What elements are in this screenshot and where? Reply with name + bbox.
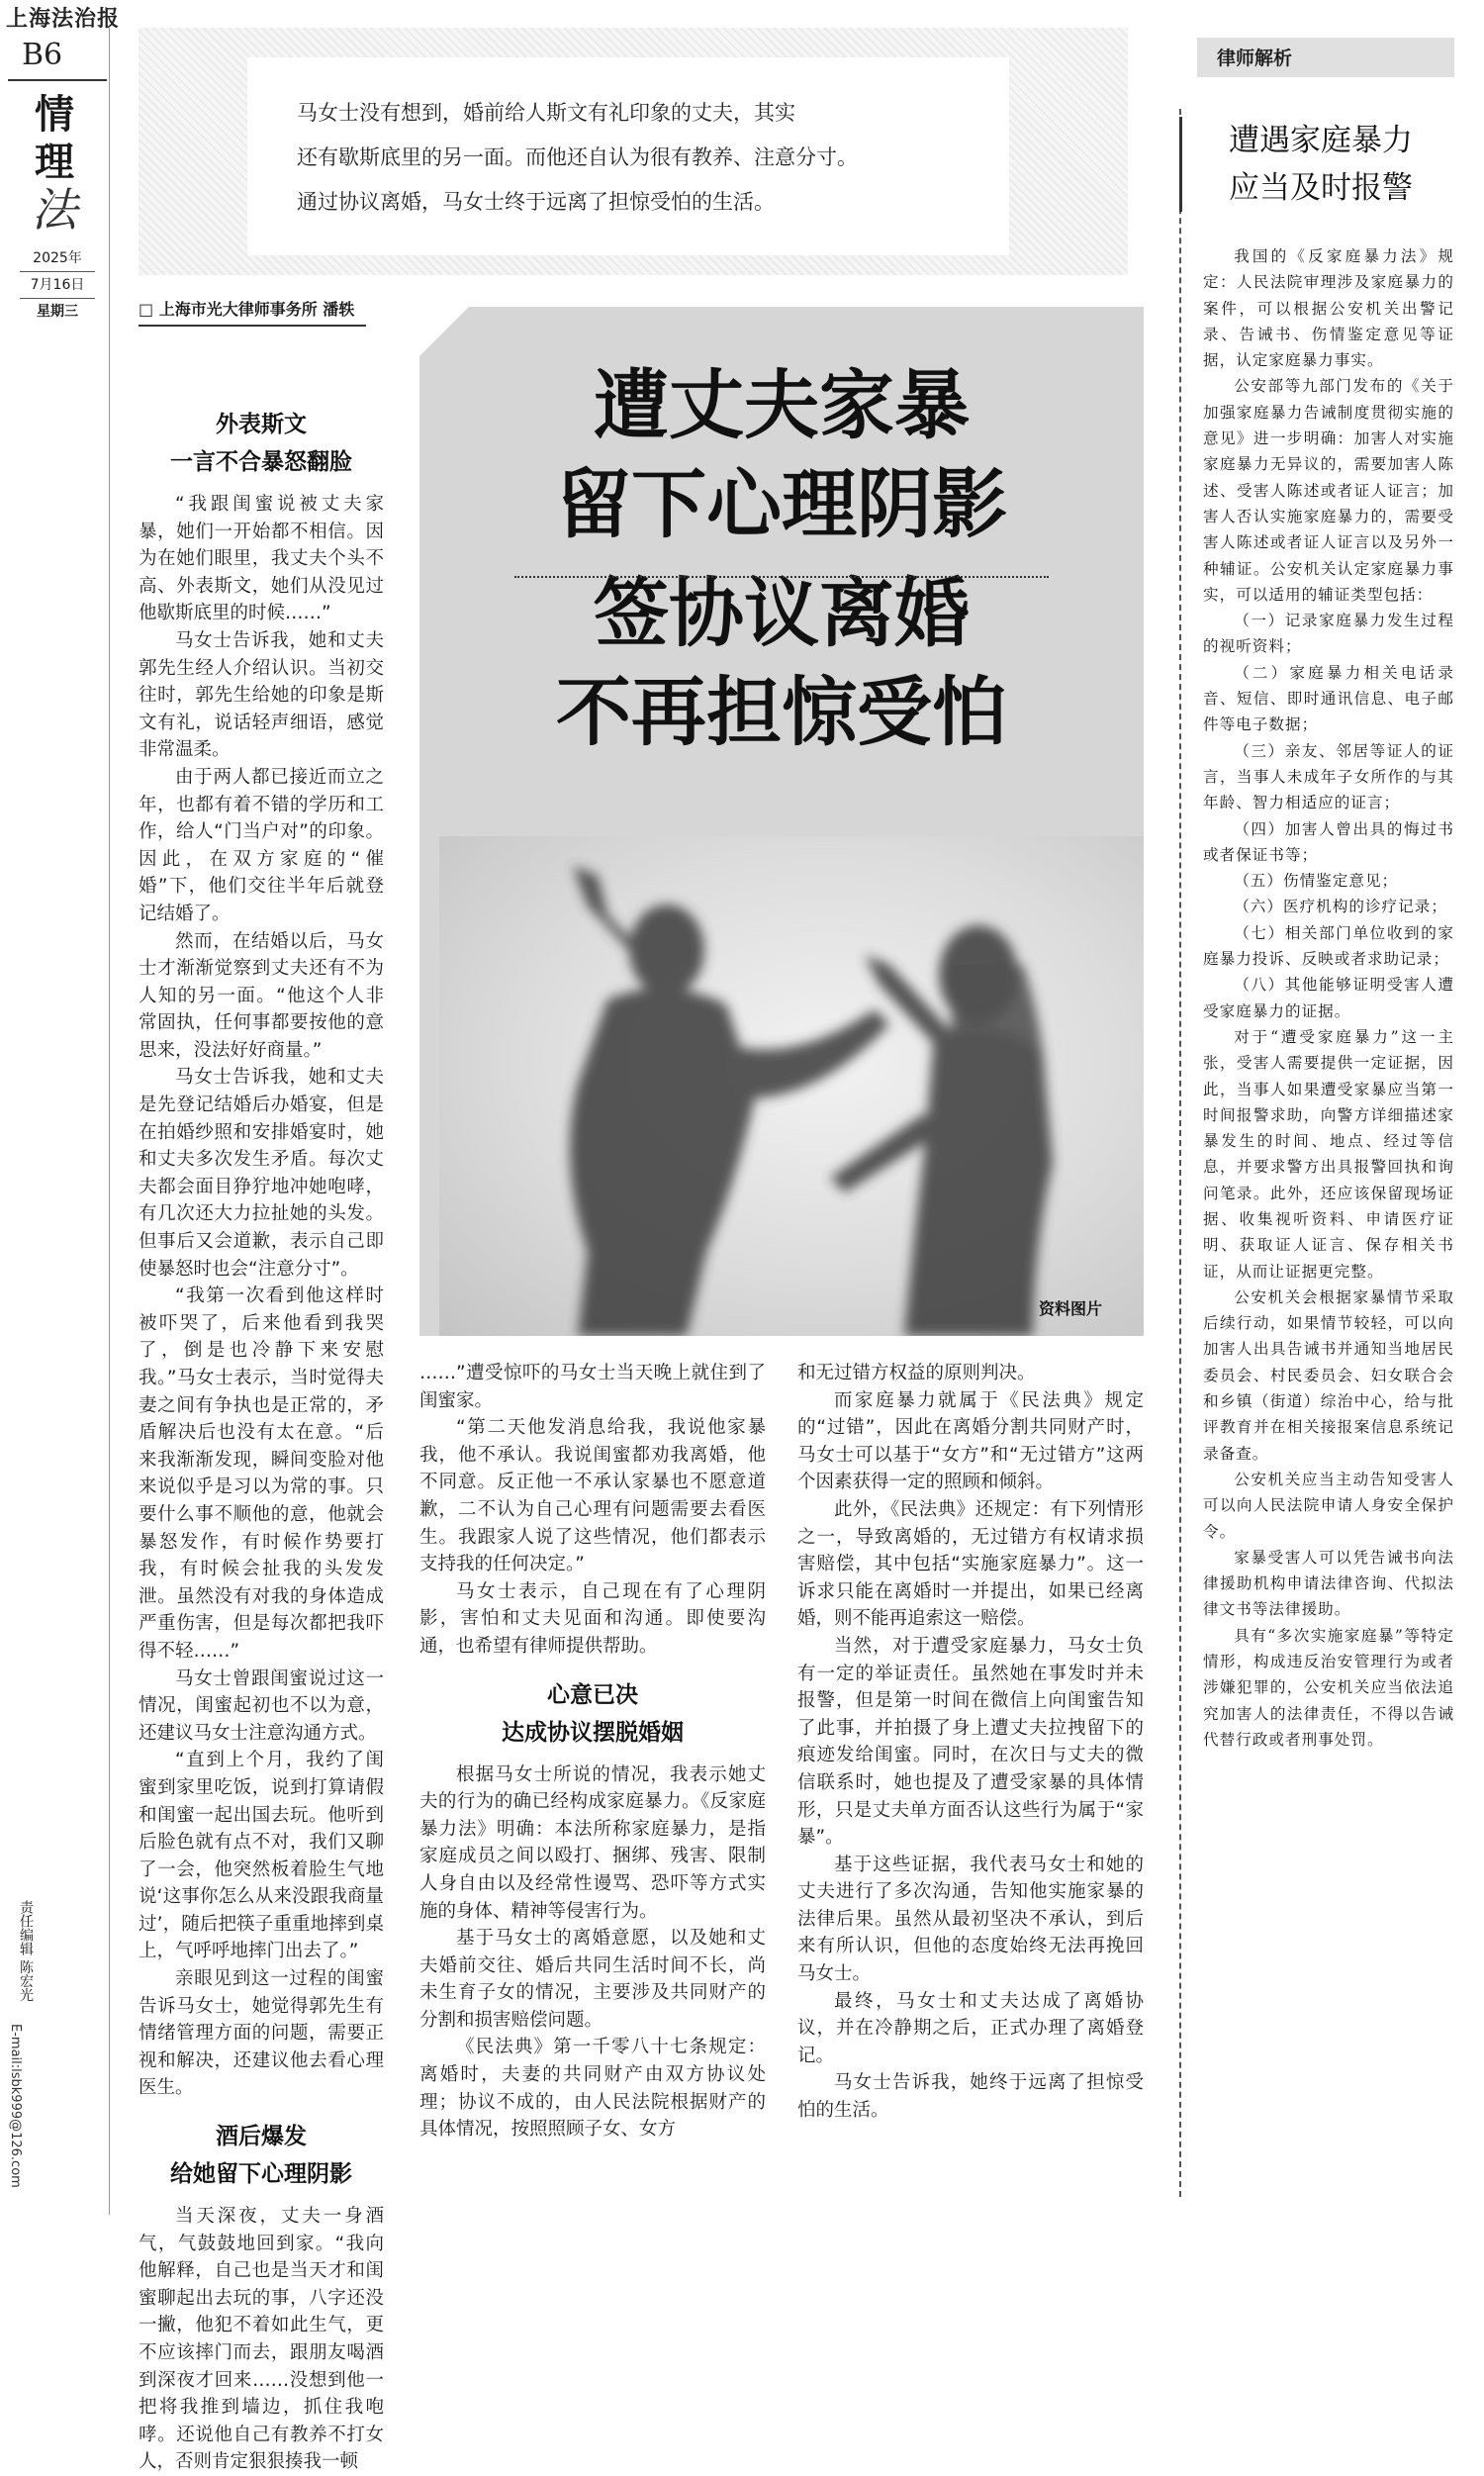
sidebar-title-line: 遭遇家庭暴力 (1229, 123, 1413, 158)
editor-name: 陈宏光 (18, 1959, 34, 2002)
paragraph: 《民法典》第一千零八十七条规定：离婚时，夫妻的共同财产由双方协议处理；协议不成的，由人民法院根据财产的具体情况，按照照顾子女、女方 (419, 2037, 766, 2141)
paragraph: “直到上个月，我约了闺蜜到家里吃饭，说到打算请假和闺蜜一起出国去玩。他听到后脸色就有点不对，我们又聊了一会，他突然板着脸生气地说‘这事你怎么从来没跟我商量过’，随后把筷子重重地摔到桌上，气呼呼地摔门出去了。” (139, 1750, 384, 1962)
paragraph: 基于马女士的离婚意愿，以及她和丈夫婚前交往、婚后共同生活时间不长，尚未生育子女的情况，主要涉及共同财产的分割和损害赔偿问题。 (419, 1928, 766, 2031)
paragraph: 公安机关应当主动告知受害人可以向人民法院申请人身安全保护令。 (1203, 1470, 1454, 1541)
lead-summary (297, 91, 989, 225)
paragraph: 基于这些证据，我代表马女士和她的丈夫进行了多次沟通，告知他实施家暴的法律后果。虽然从最初坚决不承认，到后来有所认识，但他的态度始终无法再挽回马女士。 (797, 1854, 1144, 1985)
subheading (139, 406, 384, 481)
paragraph: 马女士告诉我，她和丈夫是先登记结婚后办婚宴，但是在拍婚纱照和安排婚宴时，她和丈夫多次发生矛盾。每次丈夫都会面目狰狞地冲她咆哮，有几次还大力拉扯她的头发。但事后又会道歉，表示自己即使暴怒时也会“注意分寸”。 (139, 1067, 384, 1280)
issue-date (16, 247, 99, 323)
headline-line: 不再担惊受怕 (556, 668, 1007, 756)
headline-line: 签协议离婚 (594, 569, 970, 657)
list-item: （五）伤情鉴定意见； (1234, 872, 1399, 891)
list-item: （八）其他能够证明受害人遭受家庭暴力的证据。 (1203, 976, 1454, 1020)
editor-label: 责任编辑 (18, 1900, 34, 1955)
headline-divider (514, 576, 1049, 578)
byline: □ 上海市光大律师事务所 潘轶 (139, 300, 355, 319)
subheading-line: 一言不合暴怒翻脸 (170, 449, 352, 475)
sidebar-title-line: 应当及时报警 (1229, 170, 1413, 206)
list-item: （一）记录家庭暴力发生过程的视听资料； (1203, 612, 1454, 656)
editor-credit (4, 1900, 34, 2001)
headline-line: 留下心理阴影 (556, 460, 1007, 548)
silhouette-image (439, 836, 1144, 1336)
byline-rule (139, 325, 366, 327)
newspaper-masthead: 上海法治报 (6, 6, 121, 32)
subheading (139, 2118, 384, 2193)
paragraph: ……”遭受惊吓的马女士当天晚上就住到了闺蜜家。 (419, 1363, 766, 1411)
section-char-3: 法 (32, 183, 77, 237)
date-year: 2025年 (33, 250, 82, 266)
list-item: （二）家庭暴力相关电话录音、短信、即时通讯信息、电子邮件等电子数据； (1203, 663, 1454, 734)
main-headline (435, 356, 1128, 762)
sidebar-divider (1179, 109, 1181, 2197)
section-char-1: 情 (35, 91, 74, 138)
list-item: （四）加害人曾出具的悔过书或者保证书等； (1203, 819, 1454, 864)
paragraph: 根据马女士所说的情况，我表示她丈夫的行为的确已经构成家庭暴力。《反家庭暴力法》明确：本法所称家庭暴力，是指家庭成员之间以殴打、捆绑、残害、限制人身自由以及经常性谩骂、恐吓等方式实施的身体、精神等侵害行为。 (419, 1763, 766, 1922)
subheading-line: 达成协议摆脱婚姻 (502, 1719, 684, 1746)
section-rule (8, 79, 107, 81)
article-column-1 (139, 406, 384, 2476)
subheading-line: 心意已决 (547, 1681, 638, 1708)
article-column-2 (419, 1360, 766, 2143)
photo-caption: 资料图片 (1039, 1299, 1103, 1318)
lawyer-analysis-banner (1167, 38, 1454, 77)
list-item: （七）相关部门单位收到的家庭暴力投诉、反映或者求助记录； (1203, 923, 1454, 969)
paragraph: 马女士告诉我，她和丈夫郭先生经人介绍认识。当初交往时，郭先生给她的印象是斯文有礼，说话轻声细语，感觉非常温柔。 (139, 629, 384, 761)
section-char-2: 理 (35, 139, 74, 185)
paragraph: 当然，对于遭受家庭暴力，马女士负有一定的举证责任。虽然她在事发时并未报警，但是第一时间在微信上向闺蜜告知了此事，并拍摄了身上遭丈夫拉拽留下的痕迹发给闺蜜。同时，在次日与丈夫的微信联系时，她也提及了遭受家暴的具体情形，只是丈夫单方面否认这些行为属于“家暴”。 (797, 1635, 1144, 1849)
paragraph: 公安部等九部门发布的《关于加强家庭暴力告诫制度贯彻实施的意见》进一步明确：加害人对实施家庭暴力无异议的，需要加害人陈述、受害人陈述或者证人证言；加害人否认实施家庭暴力的，需要受害人陈述或者证人证言以及另外一种辅证。公安机关认定家庭暴力事实，可以适用的辅证类型包括： (1203, 377, 1454, 604)
list-item: （六）医疗机构的诊疗记录； (1234, 898, 1447, 916)
paragraph: “我跟闺蜜说被丈夫家暴，她们一开始都不相信。因为在她们眼里，我丈夫个头不高、外表斯文，她们从没见过他歇斯底里的时候……” (139, 494, 384, 624)
headline-line: 遭丈夫家暴 (594, 361, 970, 449)
paragraph: “我第一次看到他这样时被吓哭了，后来他看到我哭了，倒是也冷静下来安慰我。”马女士表示，当时觉得夫妻之间有争执也是正常的，矛盾解决后也没有太在意。“后来我渐渐发现，瞬间变脸对他来说似乎是习以为常的事。只要什么事不顺他的意，他就会暴怒发作，有时候作势要打我，有时候会扯我的头发发泄。虽然没有对我的身体造成严重伤害，但是每次都把我吓得不轻……” (139, 1286, 384, 1662)
paragraph: “第二天他发消息给我，我说他家暴我，他不承认。我说闺蜜都劝我离婚，他不同意。反正他一不承认家暴也不愿意道歉，二不认为自己心理有问题需要去看医生。我跟家人说了这些情况，他们都表示支持我的任何决定。” (419, 1417, 766, 1575)
paragraph: 公安机关会根据家暴情节采取后续行动，如果情节较轻，可以向加害人出具告诫书并通知当地居民委员会、村民委员会、妇女联合会和乡镇（街道）综治中心，给与批评教育并在相关接报案信息系统记录备查。 (1203, 1287, 1454, 1463)
subheading-line: 酒后爆发 (216, 2124, 307, 2150)
paragraph: 然而，在结婚以后，马女士才渐渐觉察到丈夫还有不为人知的另一面。“他这个人非常固执，任何事都要按他的意思来，没法好好商量。” (139, 930, 384, 1061)
paragraph: 具有“多次实施家庭暴”等特定情形，构成违反治安管理行为或者涉嫌犯罪的，公安机关应当依法追究加害人的法律责任，不得以告诫代替行政或者刑事处罚。 (1203, 1626, 1454, 1749)
paragraph: 当天深夜，丈夫一身酒气，气鼓鼓地回到家。“我向他解释，自己也是当天才和闺蜜聊起出去玩的事，八字还没一撇，他犯不着如此生气，更不应该摔门而去，跟朋友喝酒到深夜才回来……没想到他一把将我推到墙边，抓住我咆哮。还说他自己有教养不打女人，否则肯定狠狠揍我一顿 (139, 2206, 384, 2473)
paragraph: 而家庭暴力就属于《民法典》规定的“过错”，因此在离婚分割共同财产时，马女士可以基于“女方”和“无过错方”这两个因素获得一定的照顾和倾斜。 (797, 1389, 1144, 1493)
lead-line: 通过协议离婚，马女士终于远离了担惊受怕的生活。 (297, 190, 775, 214)
paragraph: 马女士表示，自己现在有了心理阴影，害怕和丈夫见面和沟通。即使要沟通，也希望有律师提供帮助。 (419, 1580, 766, 1657)
section-name (30, 91, 79, 237)
sidebar-title (1179, 117, 1459, 212)
paragraph: 最终，马女士和丈夫达成了离婚协议，并在冷静期之后，正式办理了离婚登记。 (797, 1990, 1144, 2066)
date-weekday: 星期三 (37, 304, 78, 320)
news-photo (439, 836, 1144, 1336)
paragraph: 亲眼见到这一过程的闺蜜告诉马女士，她觉得郭先生有情绪管理方面的问题，需要正视和解决，还建议他去看心理医生。 (139, 1968, 384, 2099)
subheading (419, 1676, 766, 1752)
lead-line: 马女士没有想到，婚前给人斯文有礼印象的丈夫，其实 (297, 101, 795, 125)
paragraph: 我国的《反家庭暴力法》规定：人民法院审理涉及家庭暴力的案件，可以根据公安机关出警记录、告诫书、伤情鉴定意见等证据，认定家庭暴力事实。 (1203, 247, 1454, 370)
paragraph: 由于两人都已接近而立之年，也都有着不错的学历和工作，给人“门当户对”的印象。因此，在双方家庭的“催婚”下，他们交往半年后就登记结婚了。 (139, 766, 384, 924)
subheading-line: 外表斯文 (216, 412, 307, 437)
list-item: （三）亲友、邻居等证人的证言，当事人未成年子女所作的与其年龄、智力相适应的证言； (1203, 741, 1454, 812)
paragraph: 马女士告诉我，她终于远离了担惊受怕的生活。 (797, 2072, 1144, 2122)
subheading-line: 给她留下心理阴影 (170, 2161, 352, 2188)
sidebar-body (1203, 243, 1454, 1753)
paragraph: 家暴受害人可以凭告诫书向法律援助机构申请法律咨询、代拟法律文书等法律援助。 (1203, 1548, 1454, 1619)
page-number: B6 (22, 38, 63, 72)
paragraph: 和无过错方权益的原则判决。 (797, 1363, 1036, 1383)
paragraph: 此外，《民法典》还规定：有下列情形之一，导致离婚的，无过错方有权请求损害赔偿，其中包括“实施家庭暴力”。这一诉求只能在离婚时一并提出，如果已经离婚，则不能再追索这一赔偿。 (797, 1498, 1144, 1630)
lead-line: 还有歇斯底里的另一面。而他还自认为很有教养、注意分寸。 (297, 145, 858, 169)
paragraph: 马女士曾跟闺蜜说过这一情况，闺蜜起初也不以为意，还建议马女士注意沟通方式。 (139, 1667, 384, 1744)
column-divider (109, 28, 110, 2215)
article-column-3 (797, 1360, 1144, 2125)
paragraph: 对于“遭受家庭暴力”这一主张，受害人需要提供一定证据，因此，当事人如果遭受家暴应当第一时间报警求助，向警方详细描述家暴发生的时间、地点、经过等信息，并要求警方出具报警回执和询问笔录。此外，还应该保留现场证据、收集视听资料、申请医疗证明、获取证人证言、保存相关书证，从而让证据更完整。 (1203, 1027, 1454, 1281)
date-month-day: 7月16日 (30, 277, 85, 293)
editor-email: E-mail:lsbk999@126.com (8, 2024, 23, 2188)
banner-label: 律师解析 (1217, 48, 1293, 69)
